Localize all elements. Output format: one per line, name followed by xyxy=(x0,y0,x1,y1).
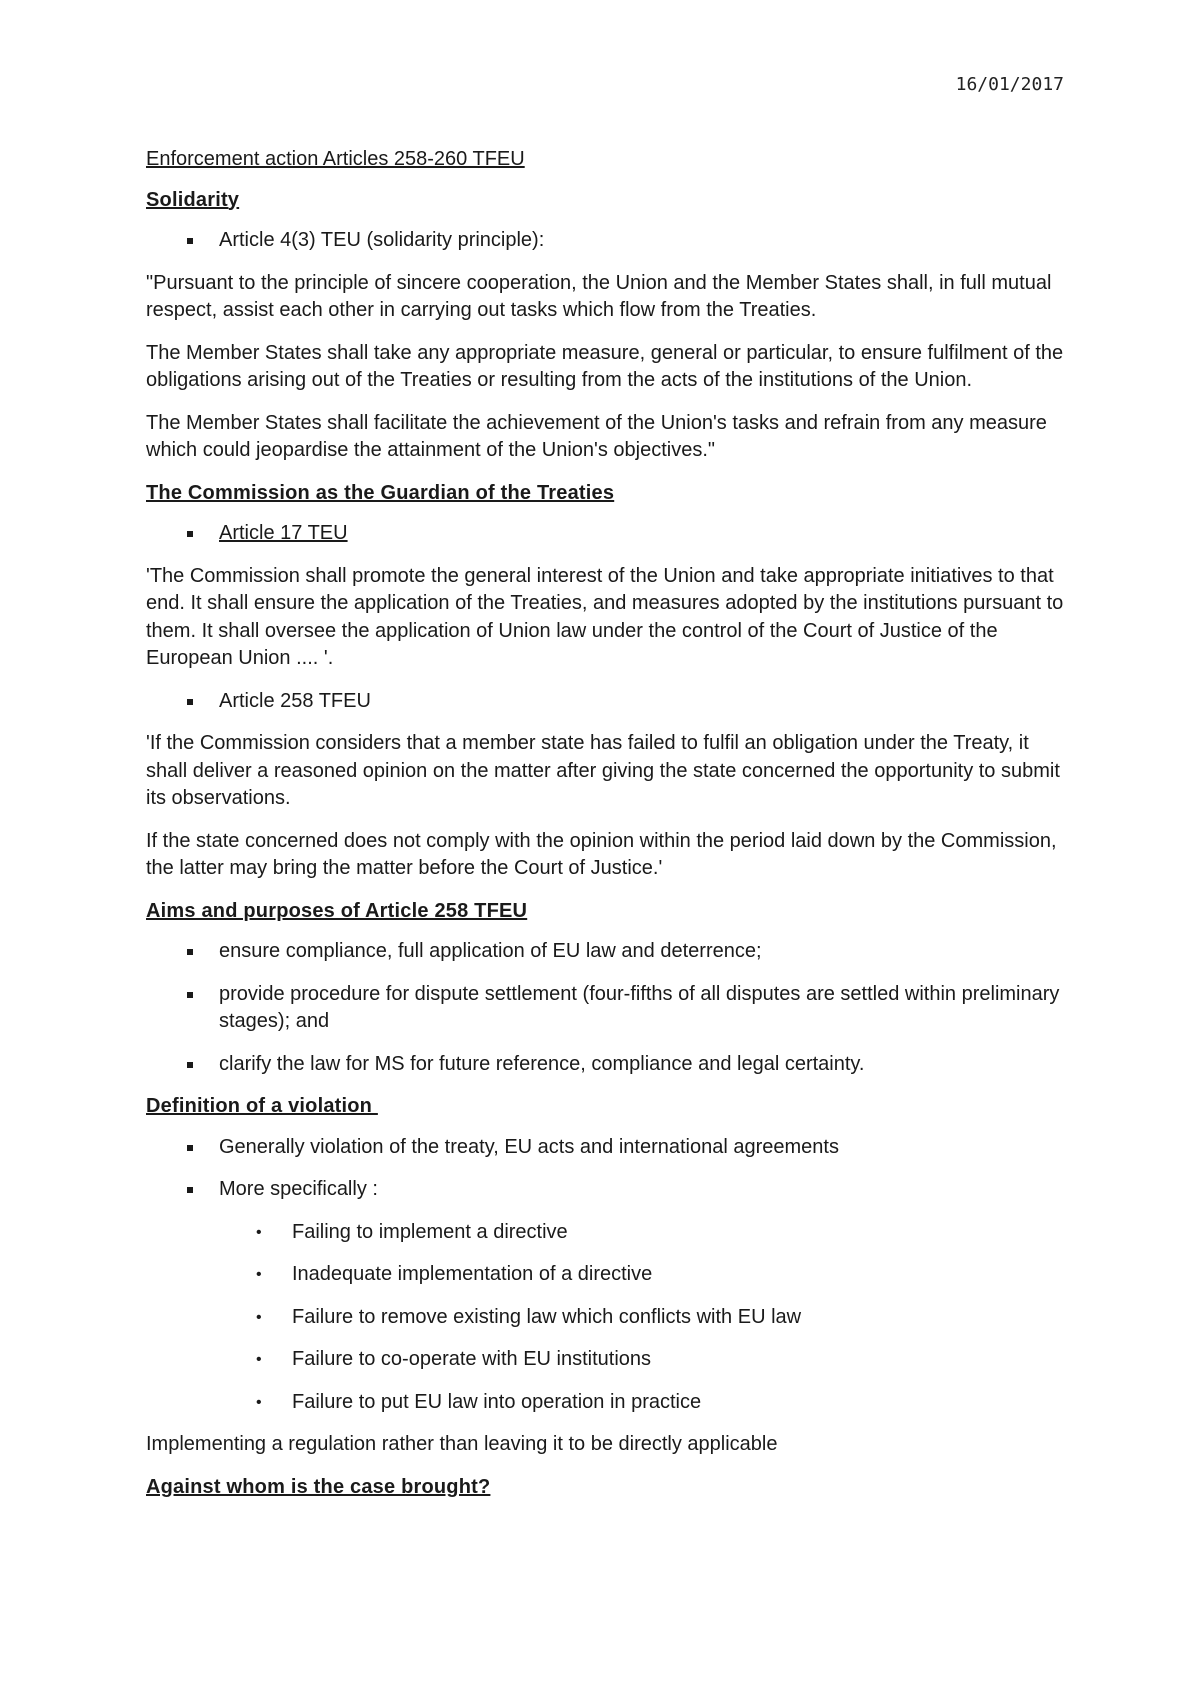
document-date: 16/01/2017 xyxy=(955,74,1064,95)
aims-list xyxy=(146,938,1066,1078)
list-item: Article 258 TFEU xyxy=(146,688,1066,716)
paragraph: 'If the Commission considers that a member state has failed to fulfil an obligation under the Treaty, it shall deliver a reasoned opinion on the matter after giving the state concerned the opportunity to submit its observations. xyxy=(146,732,1060,809)
document-body xyxy=(146,146,1066,1514)
commission-list-1 xyxy=(146,520,1066,548)
document-title: Enforcement action Articles 258-260 TFEU xyxy=(146,148,525,170)
heading-against: Against whom is the case brought? xyxy=(146,1475,491,1498)
paragraph: Implementing a regulation rather than leaving it to be directly applicable xyxy=(146,1433,778,1455)
list-item-label: Article 17 TEU xyxy=(219,522,348,544)
heading-violation: Definition of a violation xyxy=(146,1095,378,1117)
paragraph: "Pursuant to the principle of sincere cooperation, the Union and the Member States shall, in full mutual respect, assist each other in carrying out tasks which flow from the Treaties. xyxy=(146,271,1052,321)
paragraph: The Member States shall take any appropriate measure, general or particular, to ensure fulfilment of the obligations arising out of the Treaties or resulting from the acts of the institutions of the Union. xyxy=(146,341,1064,391)
sub-list-item: • Failing to implement a directive xyxy=(146,1219,1066,1247)
violation-list xyxy=(146,1134,1066,1417)
list-item: Generally violation of the treaty, EU acts and international agreements xyxy=(146,1134,1066,1162)
sub-list-item: • Failure to co-operate with EU institutions xyxy=(146,1346,1066,1374)
paragraph: If the state concerned does not comply with the opinion within the period laid down by the Commission, the latter may bring the matter before the Court of Justice.' xyxy=(146,829,1057,879)
paragraph: The Member States shall facilitate the achievement of the Union's tasks and refrain from any measure which could jeopardise the attainment of the Union's objectives." xyxy=(146,411,1047,461)
sub-list-item: • Failure to remove existing law which conflicts with EU law xyxy=(146,1304,1066,1332)
paragraph: 'The Commission shall promote the general interest of the Union and take appropriate initiatives to that end. It shall ensure the application of the Treaties, and measures adopted by the institutions pursuant to them. It shall oversee the application of Union law under the control of the Court of Justice of the European Union .... '. xyxy=(146,564,1064,669)
solidarity-list xyxy=(146,227,1066,255)
sub-list-item: • Inadequate implementation of a directive xyxy=(146,1261,1066,1289)
list-item xyxy=(146,520,1066,548)
list-item: provide procedure for dispute settlement (four-fifths of all disputes are settled within preliminary stages); and xyxy=(146,981,1066,1036)
sub-list-item: • Failure to put EU law into operation in practice xyxy=(146,1389,1066,1417)
list-item: clarify the law for MS for future reference, compliance and legal certainty. xyxy=(146,1051,1066,1079)
heading-aims: Aims and purposes of Article 258 TFEU xyxy=(146,899,528,922)
heading-solidarity: Solidarity xyxy=(146,188,240,211)
list-item: ensure compliance, full application of EU law and deterrence; xyxy=(146,938,1066,966)
list-item: Article 4(3) TEU (solidarity principle): xyxy=(146,227,1066,255)
heading-commission: The Commission as the Guardian of the Treaties xyxy=(146,481,615,504)
list-item: More specifically : xyxy=(146,1176,1066,1204)
commission-list-2 xyxy=(146,688,1066,716)
